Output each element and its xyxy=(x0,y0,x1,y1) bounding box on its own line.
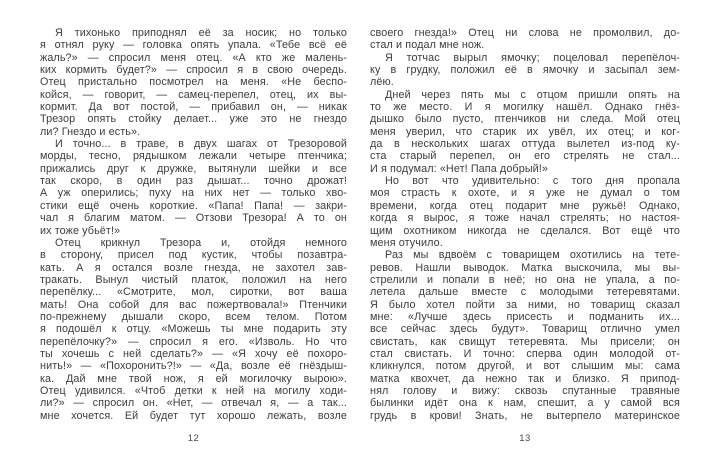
text-line: стал и подал мне нож. xyxy=(370,39,485,52)
text-line: меня уверил, что старик их увёл, их отец; и ког- xyxy=(370,125,680,138)
text-line: Трезор опять стойку делает... уже это не гнездо xyxy=(40,113,347,126)
text-line: я отнял руку — головка опять упала. «Тебе всё её xyxy=(40,39,347,52)
text-line: ли?» — спросил он. «Нет, — отвечал я, — а так... xyxy=(40,397,347,410)
text-line: былинки идёт она к нам, спешит, а у самой вся xyxy=(370,397,680,410)
text-line: нял голову и вижу: сквозь спутанные травяные xyxy=(370,384,680,397)
text-line: ких кормить будет?» — спросил я в свою очередь. xyxy=(40,64,347,77)
text-line: летела дальше вместе с молодыми тетеревятами. xyxy=(370,286,680,299)
page-number-right: 13 xyxy=(519,433,531,444)
text-line: так скоро, в один раз дышат... точно дрожат! xyxy=(40,175,347,188)
text-line: Но вот что удивительно: с того дня пропала xyxy=(385,175,680,188)
page-right-text-column xyxy=(370,27,680,422)
text-line: прижались друг к дружке, вытянули шейки и все xyxy=(40,162,347,175)
text-line: матка квохчет, да нежно так и близко. Я припод- xyxy=(370,372,680,385)
text-line: чал я благим матом. — Отзови Трезора! А то он xyxy=(40,212,347,225)
text-line: то же место. И я могилку нашёл. Однако гнёз- xyxy=(370,101,680,114)
text-line: ли? Гнездо и есть». xyxy=(40,125,141,138)
text-line: стрелили и попали в неё; но она не упала, а по- xyxy=(370,273,680,286)
text-line: ста старый перепел, он его стрелять не стал... xyxy=(370,150,680,163)
text-line: меня отучило. xyxy=(370,236,443,249)
text-line: я подошёл к отцу. «Можешь ты мне подарить эту xyxy=(40,323,347,336)
text-line: Отец крикнул Трезора и, отойдя немного xyxy=(55,236,347,249)
text-line: когда я вырос, я тоже начал стрелять; но настоя- xyxy=(370,212,680,225)
text-line: ты хочешь с ней сделать?» — «Я хочу её похоро- xyxy=(40,347,347,360)
text-line: перепёлку... «Смотрите, мол, сиротки, вот ваша xyxy=(40,286,347,299)
text-line: стики ещё очень короткие. «Папа! Папа! — закри- xyxy=(40,199,347,212)
text-line: тракать. Вынул чистый платок, положил на него xyxy=(40,273,347,286)
text-line: все сейчас здесь будут». Товарищ отлично умел xyxy=(370,323,680,336)
text-line: Я тотчас вырыл ямочку; поцеловал перепёлоч- xyxy=(385,51,680,64)
text-line: ревов. Нашли выводок. Матка выскочила, мы вы- xyxy=(370,261,680,274)
text-line: кормит. Да вот постой, — прибавил он, — никак xyxy=(40,101,347,114)
text-line: грудь в крови! Знать, не вытерпело материнское xyxy=(370,409,680,422)
text-line: моя страсть к охоте, и я уже не думал о том xyxy=(370,187,680,200)
text-line: стал свистать. И точно: сперва один молодой от- xyxy=(370,347,680,360)
text-line: морды, тесно, рядышком лежали четыре птенчика; xyxy=(40,150,347,163)
text-line: кликнулся, потом другой, и вот слышим мы: сама xyxy=(370,360,680,373)
text-line: перепёлочку?» — спросил я его. «Изволь. Но что xyxy=(40,335,347,348)
text-line: И точно... в траве, в двух шагах от Трезоровой xyxy=(55,138,347,151)
text-line: по-прежнему дышали скоро, всем телом. Потом xyxy=(40,310,347,323)
text-line: Я тихонько приподнял её за носик; но только xyxy=(55,27,347,39)
text-line: И я подумал: «Нет! Папа добрый!» xyxy=(370,162,549,175)
text-line: кать. А я остался возле гнезда, не захотел зав- xyxy=(40,261,347,274)
text-line: да в нескольких шагах оттуда вылетел из-под ку- xyxy=(370,138,680,151)
text-line: дышко было пусто, птенчиков ни следа. Мой отец xyxy=(370,113,680,126)
text-line: времени, когда отец подарит мне ружьё! Однако, xyxy=(370,199,680,212)
text-line: их тоже убьёт!» xyxy=(40,224,121,237)
text-line: Отец удивился. «Чтоб детки к ней на могилу ходи- xyxy=(40,384,347,397)
text-line: жаль?» — спросил меня отец. «А кто же малень- xyxy=(40,51,347,64)
text-line: Дней через пять мы с отцом пришли опять на xyxy=(385,88,680,101)
text-line: щим охотником никогда не сделался. Вот ещё что xyxy=(370,224,680,237)
text-line: мне: «Лучше здесь присесть и подманить их... xyxy=(370,310,680,323)
text-line: койся, — говорит, — самец-перепел, отец, их вы- xyxy=(40,88,347,101)
text-line: мать! Она собой для вас пожертвовала!» Птенчики xyxy=(40,298,347,311)
text-line: лёю. xyxy=(370,76,394,89)
text-line: нить!» — «Похоронить?!» — «Да, возле её гнёздыш- xyxy=(40,360,347,373)
text-line: своего гнезда!» Отец ни слова не промолвил, до- xyxy=(370,27,680,39)
text-line: А уж оперились; пуху на них нет — только хво- xyxy=(40,187,347,200)
page-number-left: 12 xyxy=(187,433,200,444)
page-left-text-column xyxy=(40,27,347,422)
text-line: ку в грудку, положил её в ямочку и засыпал зем- xyxy=(370,64,680,77)
text-line: ка. Дай мне твой нож, я ей могилочку вырою». xyxy=(40,372,347,385)
text-line: свистать, как свищут тетеревята. Мы присели; он xyxy=(370,335,680,348)
text-line: Раз мы вдвоём с товарищем охотились на тете- xyxy=(385,249,680,262)
text-line: Я было хотел пойти за ними, но товарищ сказал xyxy=(370,298,680,311)
text-line: Отец пристально посмотрел на меня. «Не беспо- xyxy=(40,76,347,89)
text-line: мне хочется. Ей будет тут хорошо лежать, возле xyxy=(40,409,347,422)
text-line: в сторону, присел под кустик, чтобы позавтра- xyxy=(40,249,347,262)
